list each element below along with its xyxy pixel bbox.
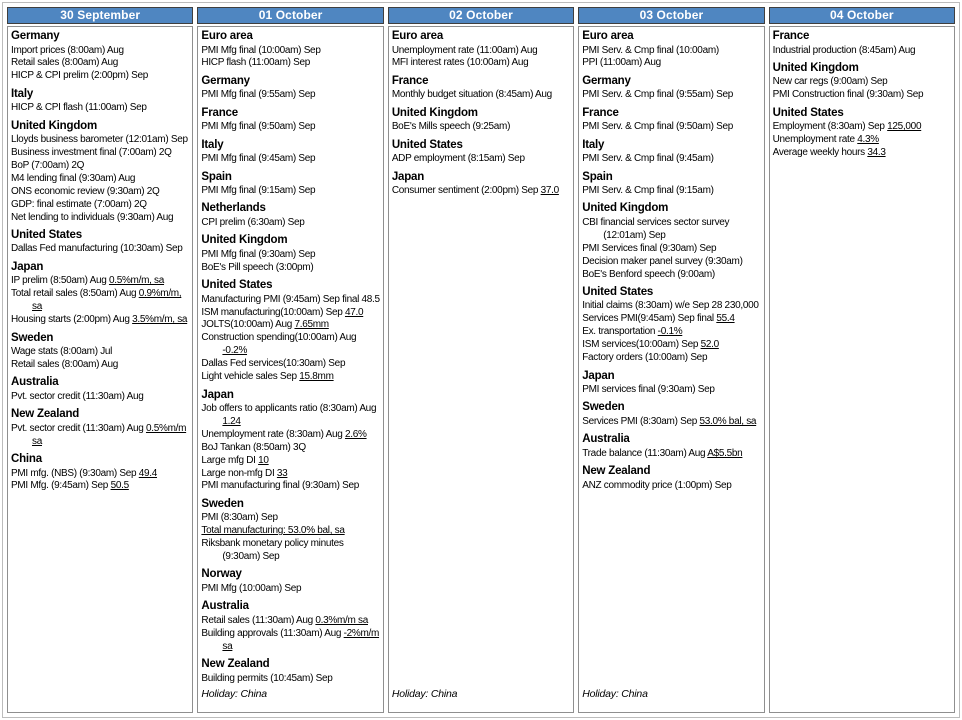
event-line xyxy=(201,358,379,371)
country-heading: United States xyxy=(582,285,654,298)
event-value: 125,000 xyxy=(887,121,922,133)
event-text: PMI Serv. & Cmp final (9:45am) xyxy=(582,153,714,165)
event-text: ONS economic review (9:30am) 2Q xyxy=(11,185,160,197)
event-value: 49.4 xyxy=(138,467,158,479)
country-heading: Sweden xyxy=(582,401,625,414)
country-heading: Norway xyxy=(201,568,242,581)
date-header: 01 October xyxy=(197,7,383,24)
event-line xyxy=(201,673,379,686)
event-text: BoP (7:00am) 2Q xyxy=(11,159,85,171)
event-line xyxy=(582,89,760,102)
event-text: Decision maker panel survey (9:30am) xyxy=(582,255,743,267)
event-text: IP prelim (8:50am) Aug xyxy=(11,275,109,287)
day-cell xyxy=(7,26,193,713)
event-line xyxy=(201,371,379,384)
event-text: Building approvals (11:30am) Aug xyxy=(201,627,344,639)
event-value: 0.5%m/m sa xyxy=(32,422,187,447)
country-heading: Australia xyxy=(582,433,630,446)
event-value: 47.0 xyxy=(344,306,364,318)
event-text: Business investment final (7:00am) 2Q xyxy=(11,147,172,159)
event-line xyxy=(11,147,189,160)
event-text: Building permits (10:45am) Sep xyxy=(201,672,333,684)
event-line xyxy=(392,153,570,166)
event-text: PMI services final (9:30am) Sep xyxy=(582,384,715,395)
event-line xyxy=(11,70,189,83)
country-heading: New Zealand xyxy=(582,465,651,478)
event-line xyxy=(392,45,570,58)
event-line xyxy=(201,185,379,198)
event-line xyxy=(201,249,379,262)
event-value: 33 xyxy=(276,467,288,479)
event-line xyxy=(11,314,189,327)
event-value: 4.3% xyxy=(857,134,879,146)
country-heading: Italy xyxy=(11,87,34,100)
event-text: Initial claims (8:30am) w/e Sep 28 230,000 xyxy=(582,300,759,312)
event-value: 3.5%m/m, sa xyxy=(132,314,188,326)
event-line xyxy=(582,185,760,198)
event-line xyxy=(773,121,951,134)
event-line xyxy=(201,121,379,134)
date-header: 30 September xyxy=(7,7,193,24)
event-text: PMI Services final (9:30am) Sep xyxy=(582,242,717,254)
event-line xyxy=(201,468,379,481)
holiday-note: Holiday: China xyxy=(582,688,648,700)
event-text: PMI Construction final (9:30am) Sep xyxy=(772,89,924,101)
event-text: PMI (8:30am) Sep xyxy=(201,512,278,524)
event-line xyxy=(201,525,379,538)
event-line xyxy=(773,89,951,102)
event-text: Housing starts (2:00pm) Aug xyxy=(11,314,133,326)
event-text: Unemployment rate (8:30am) Aug xyxy=(201,428,345,440)
country-heading: United Kingdom xyxy=(391,106,478,119)
event-text: PMI Mfg final (10:00am) Sep xyxy=(201,44,321,56)
event-line xyxy=(201,403,379,429)
holiday-note: Holiday: China xyxy=(391,688,458,700)
day-column xyxy=(578,7,764,713)
day-cell xyxy=(197,26,383,713)
country-heading: Spain xyxy=(582,170,613,183)
event-line xyxy=(201,480,379,493)
event-text: ISM manufacturing(10:00am) Sep xyxy=(201,306,345,318)
country-heading: France xyxy=(582,106,619,119)
event-line xyxy=(11,288,189,314)
event-value: A$5.5bn xyxy=(707,447,743,459)
event-text: Services PMI(9:45am) Sep final xyxy=(582,313,717,325)
event-line xyxy=(582,326,760,339)
event-line xyxy=(201,262,379,275)
event-line xyxy=(11,57,189,70)
event-line xyxy=(582,339,760,352)
event-line xyxy=(11,243,189,256)
event-line xyxy=(11,199,189,212)
holiday-note: Holiday: China xyxy=(201,688,267,700)
event-text: GDP: final estimate (7:00am) 2Q xyxy=(11,198,147,210)
event-line xyxy=(11,186,189,199)
event-line xyxy=(11,134,189,147)
event-text: ANZ commodity price (1:00pm) Sep xyxy=(582,479,732,491)
day-cell xyxy=(769,26,955,713)
event-line xyxy=(11,391,189,404)
event-line xyxy=(392,185,570,198)
event-text: Construction spending(10:00am) Aug xyxy=(201,332,357,344)
event-text: Manufacturing PMI (9:45am) Sep final 48.5 xyxy=(201,293,380,305)
event-line xyxy=(201,615,379,628)
country-heading: Japan xyxy=(11,260,44,273)
event-text: BoE's Benford speech (9:00am) xyxy=(582,268,715,280)
event-text: Ex. transportation xyxy=(582,326,658,338)
event-line xyxy=(582,384,760,397)
event-text: PMI manufacturing final (9:30am) Sep xyxy=(201,480,360,492)
event-value: -0.1% xyxy=(657,326,683,338)
event-value: 55.4 xyxy=(716,313,735,325)
event-value: 10 xyxy=(258,454,269,466)
country-heading: United States xyxy=(391,138,463,151)
event-text: Employment (8:30am) Sep xyxy=(772,121,888,133)
event-text: PMI Serv. & Cmp final (10:00am) xyxy=(582,44,719,56)
event-text: BoJ Tankan (8:50am) 3Q xyxy=(201,441,306,453)
event-text: Lloyds business barometer (12:01am) Sep xyxy=(11,134,188,146)
country-heading: France xyxy=(201,106,238,119)
event-value: 50.5 xyxy=(110,480,129,492)
event-line xyxy=(582,256,760,269)
event-text: Industrial production (8:45am) Aug xyxy=(772,44,916,56)
event-value: 0.5%m/m, sa xyxy=(108,275,165,287)
event-text: Net lending to individuals (9:30am) Aug xyxy=(11,211,174,223)
event-text: Wage stats (8:00am) Jul xyxy=(11,346,113,357)
date-header: 02 October xyxy=(388,7,574,24)
country-heading: Euro area xyxy=(582,30,634,42)
date-header: 03 October xyxy=(578,7,764,24)
event-text: Dallas Fed manufacturing (10:30am) Sep xyxy=(11,243,183,255)
event-line xyxy=(773,45,951,58)
event-text: PMI Mfg final (9:15am) Sep xyxy=(201,185,316,197)
event-value: -0.2% xyxy=(222,345,248,357)
event-line xyxy=(773,76,951,89)
country-heading: New Zealand xyxy=(11,408,80,421)
event-text: Consumer sentiment (2:00pm) Sep xyxy=(391,185,541,197)
event-text: PMI Mfg final (9:50am) Sep xyxy=(201,121,316,133)
event-line xyxy=(582,121,760,134)
event-text: Unemployment rate xyxy=(772,134,858,146)
country-heading: United States xyxy=(11,228,82,241)
country-heading: Australia xyxy=(201,600,249,613)
event-text: BoE's Pill speech (3:00pm) xyxy=(201,261,314,273)
event-line xyxy=(201,307,379,320)
event-text: HICP & CPI prelim (2:00pm) Sep xyxy=(11,70,148,82)
country-heading: China xyxy=(11,453,42,466)
event-line xyxy=(11,423,189,449)
event-text: Monthly budget situation (8:45am) Aug xyxy=(391,89,552,101)
event-line xyxy=(11,173,189,186)
event-line xyxy=(201,89,379,102)
event-text: M4 lending final (9:30am) Aug xyxy=(11,172,136,184)
holiday-note xyxy=(11,688,189,701)
event-line xyxy=(11,102,189,115)
event-line xyxy=(582,45,760,58)
event-value: 0.3%m/m sa xyxy=(315,614,368,626)
calendar-table xyxy=(7,7,955,713)
event-line xyxy=(392,121,570,134)
country-heading: United Kingdom xyxy=(772,61,859,74)
event-text: Services PMI (8:30am) Sep xyxy=(582,415,700,427)
event-line xyxy=(773,134,951,147)
country-heading: Euro area xyxy=(201,30,253,42)
date-header: 04 October xyxy=(769,7,955,24)
event-line xyxy=(582,480,760,493)
event-text: PMI Serv. & Cmp final (9:15am) xyxy=(582,185,714,197)
event-text: PMI Mfg final (9:45am) Sep xyxy=(201,153,316,165)
country-heading: Japan xyxy=(582,369,615,382)
event-text: Unemployment rate (11:00am) Aug xyxy=(391,44,538,56)
event-value: 0.9%m/m, sa xyxy=(32,288,182,313)
event-line xyxy=(582,269,760,282)
event-line xyxy=(392,89,570,102)
event-text: Retail sales (11:30am) Aug xyxy=(201,614,316,626)
event-line xyxy=(201,294,379,307)
event-text: Pvt. sector credit (11:30am) Aug xyxy=(11,390,144,402)
event-text: ISM services(10:00am) Sep xyxy=(582,339,701,351)
event-text: Riksbank monetary policy minutes (9:30am) Sep xyxy=(201,538,344,563)
day-cell xyxy=(578,26,764,713)
country-heading: Japan xyxy=(201,388,234,401)
event-line xyxy=(582,57,760,70)
event-line xyxy=(201,319,379,332)
event-value: 34.3 xyxy=(867,147,886,159)
event-text: BoE's Mills speech (9:25am) xyxy=(391,121,511,133)
event-line xyxy=(582,352,760,365)
day-column xyxy=(388,7,574,713)
event-line xyxy=(11,359,189,372)
event-line xyxy=(11,212,189,225)
event-line xyxy=(582,243,760,256)
event-text: PPI (11:00am) Aug xyxy=(582,57,661,69)
event-text: Pvt. sector credit (11:30am) Aug xyxy=(11,422,146,434)
event-value: 37.0 xyxy=(540,185,559,197)
event-line xyxy=(11,480,189,493)
event-text: CPI prelim (6:30am) Sep xyxy=(201,216,305,228)
country-heading: Euro area xyxy=(391,30,444,42)
event-line xyxy=(392,57,570,70)
event-line xyxy=(201,583,379,596)
country-heading: Italy xyxy=(201,138,224,151)
country-heading: United Kingdom xyxy=(582,202,669,215)
event-line xyxy=(201,429,379,442)
country-heading: Japan xyxy=(391,170,425,183)
event-line xyxy=(11,45,189,58)
country-heading: Spain xyxy=(201,170,232,183)
day-column xyxy=(769,7,955,713)
event-text: PMI Mfg (10:00am) Sep xyxy=(201,582,302,594)
country-heading: France xyxy=(391,74,429,87)
event-line xyxy=(582,153,760,166)
event-line xyxy=(201,332,379,358)
country-heading: United States xyxy=(772,106,844,119)
country-heading: Sweden xyxy=(11,331,54,344)
day-cell xyxy=(388,26,574,713)
event-line xyxy=(201,442,379,455)
event-line xyxy=(201,57,379,70)
event-line xyxy=(582,217,760,243)
event-line xyxy=(11,275,189,288)
event-text: PMI Mfg final (9:55am) Sep xyxy=(201,89,316,101)
country-heading: Germany xyxy=(582,74,631,87)
event-text: Average weekly hours xyxy=(772,147,868,159)
event-text: Large non-mfg DI xyxy=(201,467,277,479)
country-heading: Sweden xyxy=(201,497,244,510)
country-heading: United States xyxy=(201,279,273,292)
event-value: 15.8mm xyxy=(299,371,334,383)
holiday-note xyxy=(773,688,951,701)
event-text: PMI Serv. & Cmp final (9:55am) Sep xyxy=(582,89,734,101)
event-text: Job offers to applicants ratio (8:30am) Aug xyxy=(201,403,377,414)
event-text: PMI Mfg final (9:30am) Sep xyxy=(201,248,316,260)
event-text: PMI Mfg. (9:45am) Sep xyxy=(11,480,111,492)
event-text: ADP employment (8:15am) Sep xyxy=(391,153,525,165)
event-text: Dallas Fed services(10:30am) Sep xyxy=(201,358,346,370)
event-text: Retail sales (8:00am) Aug xyxy=(11,57,119,69)
event-value: 2.6% xyxy=(344,428,367,440)
country-heading: United Kingdom xyxy=(11,119,97,132)
day-column xyxy=(7,7,193,713)
event-value: 52.0 xyxy=(700,339,719,351)
country-heading: New Zealand xyxy=(201,658,270,671)
event-value: -2%m/m sa xyxy=(222,627,380,652)
event-line xyxy=(582,313,760,326)
event-line xyxy=(201,153,379,166)
event-text: HICP flash (11:00am) Sep xyxy=(201,57,311,69)
event-line xyxy=(11,160,189,173)
country-heading: Italy xyxy=(582,138,605,151)
event-line xyxy=(201,538,379,564)
event-value: 1.24 xyxy=(222,415,241,427)
day-column xyxy=(197,7,383,713)
country-heading: United Kingdom xyxy=(201,234,288,247)
event-text: PMI Serv. & Cmp final (9:50am) Sep xyxy=(582,121,734,133)
event-line xyxy=(582,300,760,313)
event-text: Import prices (8:00am) Aug xyxy=(11,44,124,56)
country-heading: France xyxy=(772,30,810,42)
event-line xyxy=(582,448,760,461)
country-heading: Germany xyxy=(11,30,60,42)
country-heading: Australia xyxy=(11,376,59,389)
event-text: MFI interest rates (10:00am) Aug xyxy=(391,57,529,69)
event-value: 7.65mm xyxy=(294,319,329,331)
event-line xyxy=(201,512,379,525)
event-text: CBI financial services sector survey (12:01am) Sep xyxy=(582,216,730,241)
event-line xyxy=(201,217,379,230)
event-text: JOLTS(10:00am) Aug xyxy=(201,319,295,331)
event-text: Total retail sales (8:50am) Aug xyxy=(11,288,139,300)
event-text: Retail sales (8:00am) Aug xyxy=(11,358,119,370)
event-text: Light vehicle sales Sep xyxy=(201,371,300,383)
event-line xyxy=(773,147,951,160)
country-heading: Germany xyxy=(201,74,250,87)
event-text: HICP & CPI flash (11:00am) Sep xyxy=(11,102,147,114)
event-text: New car regs (9:00am) Sep xyxy=(772,76,888,88)
event-text: Large mfg DI xyxy=(201,454,259,466)
event-line xyxy=(11,468,189,481)
event-line xyxy=(11,346,189,359)
event-text: PMI mfg. (NBS) (9:30am) Sep xyxy=(11,467,139,479)
event-line xyxy=(201,45,379,58)
event-value: Total manufacturing: 53.0% bal, sa xyxy=(201,525,345,537)
event-text: Factory orders (10:00am) Sep xyxy=(582,352,708,364)
event-line xyxy=(201,628,379,654)
event-text: Trade balance (11:30am) Aug xyxy=(582,447,708,459)
country-heading: Netherlands xyxy=(201,202,266,215)
event-value: 53.0% bal, sa xyxy=(699,415,757,427)
event-line xyxy=(582,416,760,429)
event-line xyxy=(201,455,379,468)
